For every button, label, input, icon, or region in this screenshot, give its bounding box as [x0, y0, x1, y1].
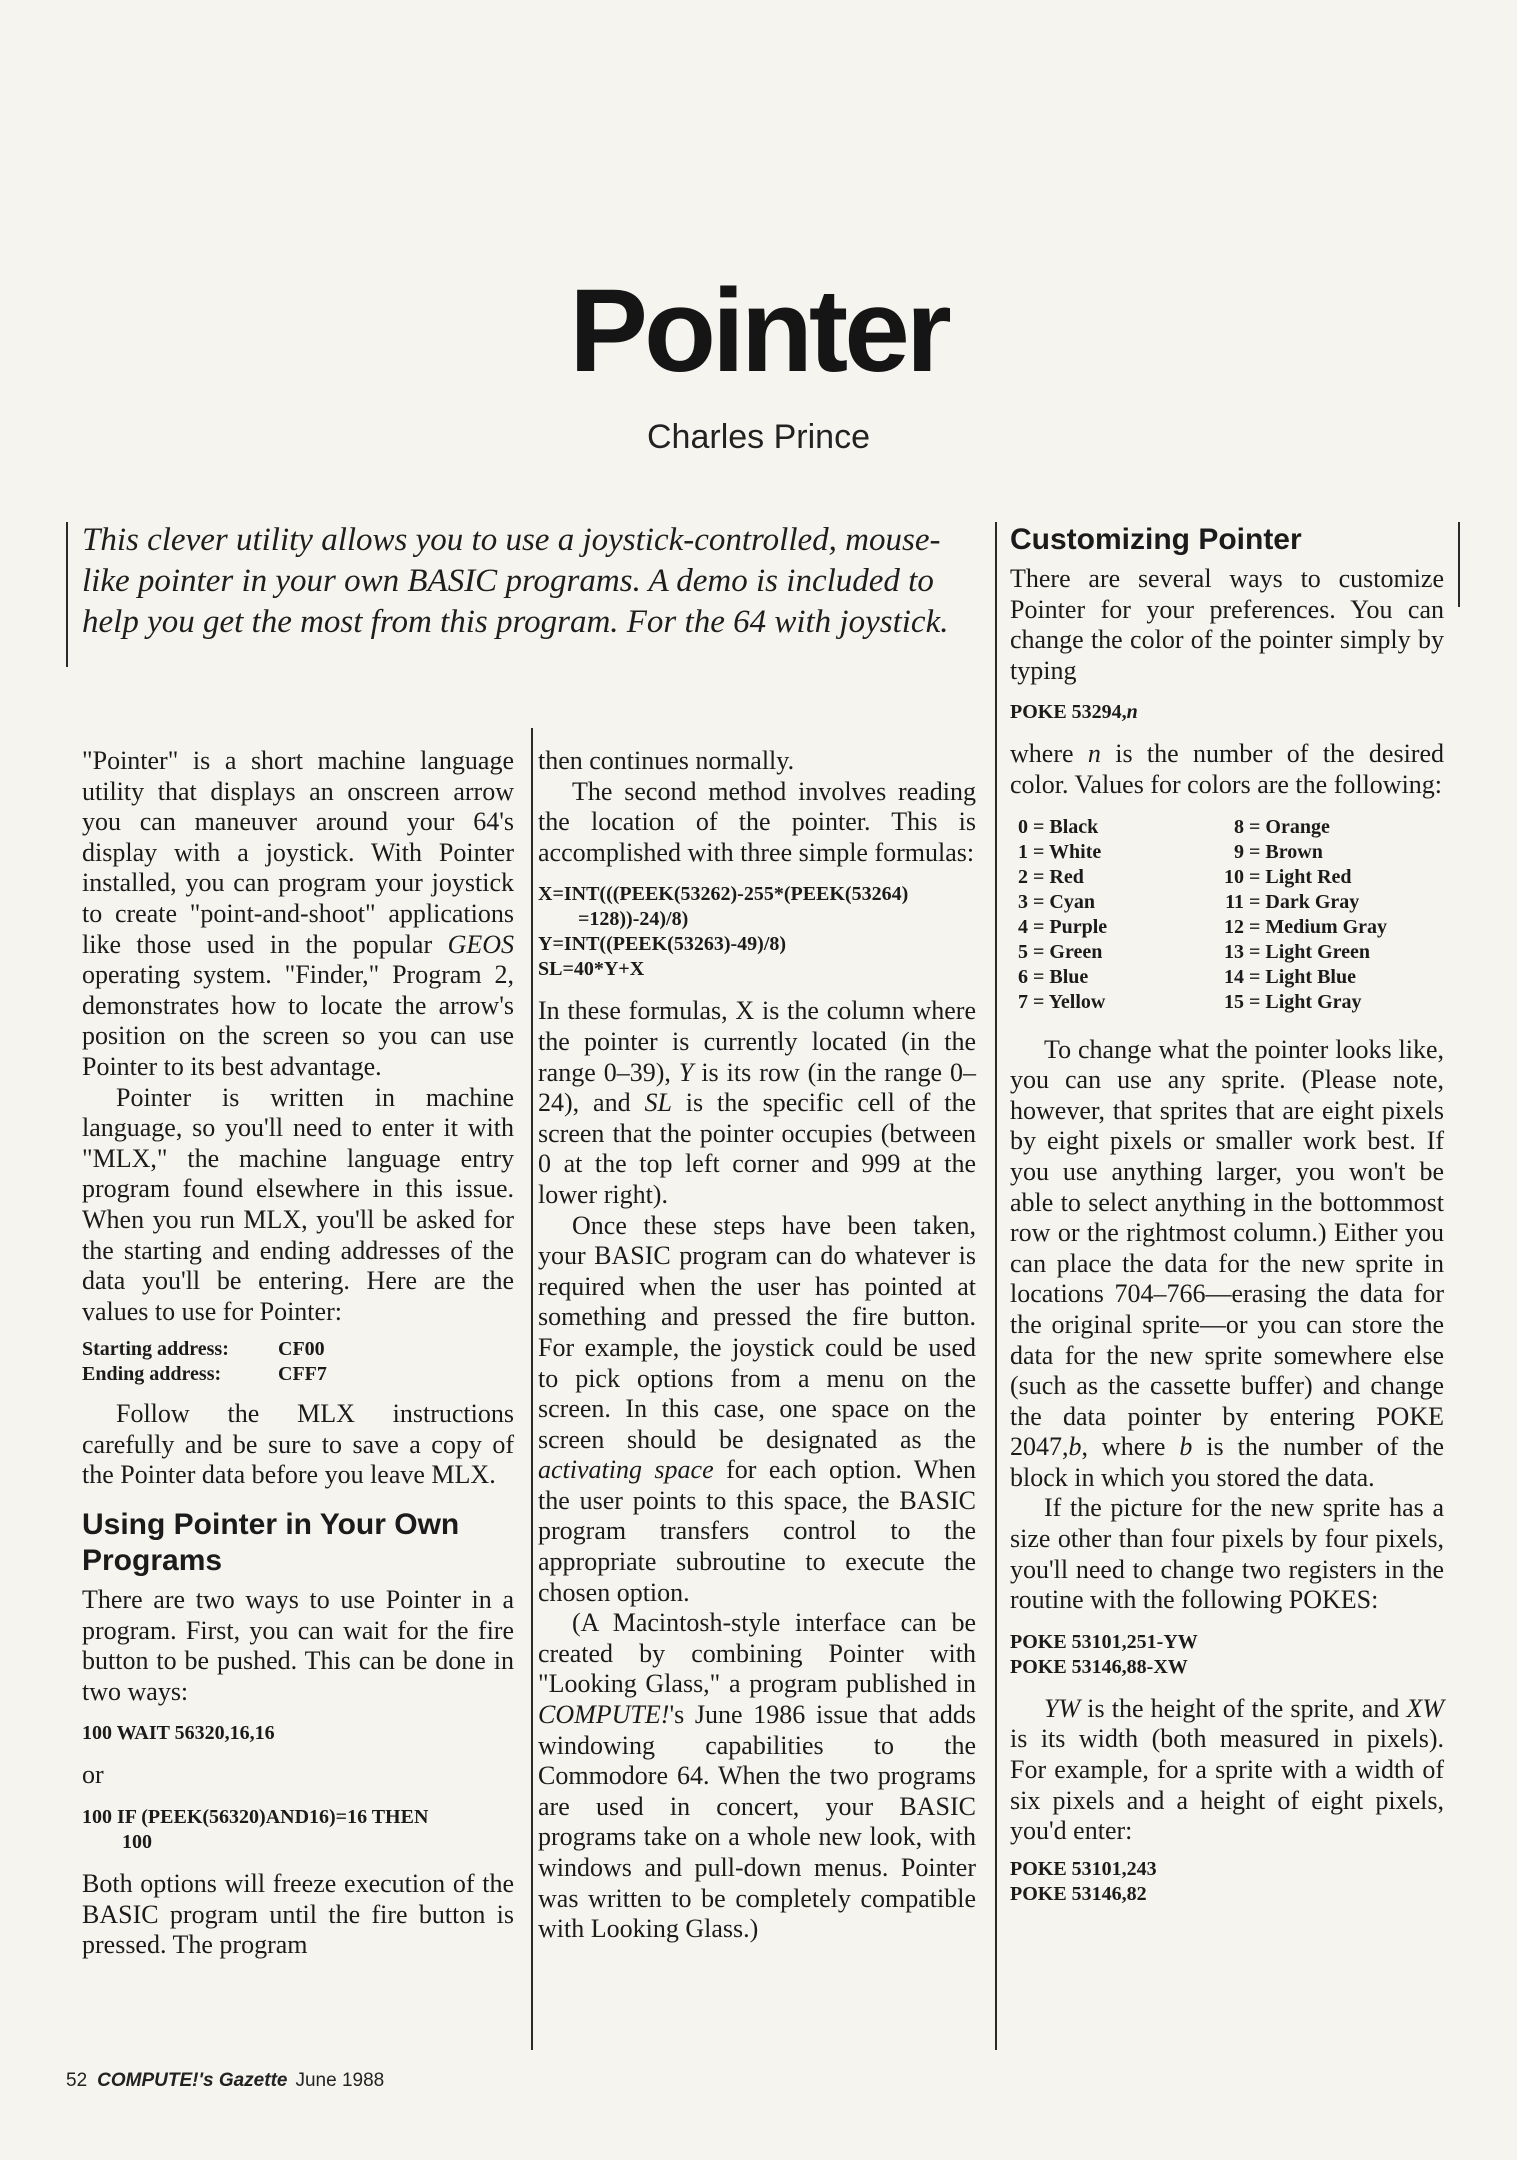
column-rule: [995, 660, 997, 2050]
paragraph: (A Macintosh-style interface can be created by combining Pointer with "Looking Glass," a program published in COMPUTE!'s June 1986 issue that adds windowing capabilities to the Commodore 64. When the two programs are used in concert, your BASIC programs take on a whole new look, with windows and pull-down menus. Pointer was written to be completely compatible with Looking Glass.): [538, 1608, 976, 1944]
color-entry: 15 = Light Gray: [1224, 990, 1362, 1013]
paragraph: If the picture for the new sprite has a size other than four pixels by four pixels, you'll need to change two registers in the routine with the following POKES:: [1010, 1493, 1444, 1615]
article-deck: This clever utility allows you to use a joystick-controlled, mouse-like pointer in your own BASIC programs. A demo is included to help you get the most from this program. For the 64 with joystick.: [82, 522, 949, 640]
address-listing: [82, 1337, 514, 1387]
paragraph: where n is the number of the desired color. Values for colors are the following:: [1010, 739, 1445, 799]
code-line: POKE 53146,88-XW: [1010, 1655, 1188, 1678]
code-line: Y=INT((PEEK(53263)-49)/8): [538, 933, 787, 956]
formula-listing: [538, 882, 976, 982]
paragraph: The second method involves reading the location of the pointer. This is accomplished with three simple formulas:: [538, 776, 976, 867]
start-address-value: CF00: [278, 1338, 325, 1361]
color-entry: 10 = Light Red: [1224, 865, 1352, 888]
code-listing: [82, 1721, 514, 1746]
paragraph: Both options will freeze execution of the BASIC program until the fire button is pressed. The program: [82, 1869, 514, 1960]
column-rule: [66, 522, 68, 667]
code-line: 100: [122, 1831, 152, 1854]
color-entry: 13 = Light Green: [1224, 940, 1371, 963]
code-listing: [82, 1805, 514, 1855]
section-heading: Using Pointer in Your Own Programs: [82, 1508, 460, 1578]
code-line: 100 WAIT 56320,16,16: [82, 1722, 275, 1745]
code-listing: [1010, 1857, 1444, 1907]
code-listing: [1010, 700, 1444, 725]
column-rule: [995, 522, 997, 662]
paragraph: "Pointer" is a short machine language utility that displays an onscreen arrow you can maneuver around your 64's display with a joystick. With Pointer installed, you can program your joystick to create "point-and-shoot" applications like those used in the popular GEOS operating system. "Finder," Program 2, demonstrates how to locate the arrow's position on the screen so you can use Pointer to its best advantage.: [82, 746, 514, 1081]
color-entry: 1 = White: [1018, 840, 1102, 863]
end-address-value: CFF7: [278, 1363, 327, 1386]
end-address-label: Ending address:: [82, 1363, 222, 1386]
color-values-table: [1010, 815, 1444, 1015]
or-text: or: [82, 1760, 104, 1790]
code-line: SL=40*Y+X: [538, 958, 645, 981]
magazine-name: COMPUTE!'s Gazette: [97, 2070, 288, 2091]
color-entry: 7 = Yellow: [1018, 990, 1106, 1013]
start-address-label: Starting address:: [82, 1338, 229, 1361]
code-line: POKE 53101,251-YW: [1010, 1630, 1198, 1653]
code-line: =128))-24)/8): [578, 908, 689, 931]
page-number: 52: [66, 2070, 88, 2091]
column-1: [82, 746, 514, 1961]
issue-date: June 1988: [295, 2070, 385, 2091]
color-entry: 14 = Light Blue: [1224, 965, 1356, 988]
color-entry: 2 = Red: [1018, 865, 1084, 888]
code-line: POKE 53294,n: [1010, 701, 1138, 724]
paragraph: There are several ways to customize Pointer for your preferences. You can change the color of the pointer simply by typing: [1010, 564, 1444, 685]
paragraph: then continues normally.: [538, 746, 795, 775]
column-rule: [1458, 522, 1460, 607]
code-listing: [1010, 1630, 1444, 1680]
code-line: POKE 53146,82: [1010, 1882, 1147, 1905]
color-entry: 11 = Dark Gray: [1225, 890, 1360, 913]
color-entry: 6 = Blue: [1018, 965, 1089, 988]
code-line: 100 IF (PEEK(56320)AND16)=16 THEN: [82, 1806, 429, 1829]
paragraph: There are two ways to use Pointer in a program. First, you can wait for the fire button to be pushed. This can be done in two ways:: [82, 1585, 514, 1706]
paragraph: In these formulas, X is the column where the pointer is currently located (in the range 0–39), Y is its row (in the range 0–24), and SL is the specific cell of the screen that the pointer occupies (between 0 at the top left corner and 999 at the lower right).: [538, 996, 976, 1209]
color-entry: 4 = Purple: [1018, 915, 1108, 938]
column-2: [538, 746, 976, 1945]
column-3: [1010, 522, 1444, 1919]
color-entry: 8 = Orange: [1234, 815, 1330, 838]
paragraph: YW is the height of the sprite, and XW is its width (both measured in pixels). For example, for a sprite with a width of six pixels and a height of eight pixels, you'd enter:: [1010, 1693, 1444, 1846]
code-line: POKE 53101,243: [1010, 1857, 1157, 1880]
color-entry: 9 = Brown: [1234, 840, 1323, 863]
paragraph: Follow the MLX instructions carefully and be sure to save a copy of the Pointer data before you leave MLX.: [82, 1399, 514, 1490]
column-rule: [531, 728, 533, 2050]
color-entry: 5 = Green: [1018, 940, 1103, 963]
section-heading: Customizing Pointer: [1010, 523, 1302, 556]
paragraph: Once these steps have been taken, your BASIC program can do whatever is required when the user has pointed at something and pressed the fire button. For example, the joystick could be used to pick options from a menu on the screen. In this case, one space on the screen should be designated as the activating space for each option. When the user points to this space, the BASIC program transfers control to the appropriate subroutine to execute the chosen option.: [538, 1210, 976, 1607]
page-footer: [66, 2070, 384, 2092]
color-entry: 12 = Medium Gray: [1224, 915, 1388, 938]
color-entry: 3 = Cyan: [1018, 890, 1095, 913]
article-author: Charles Prince: [647, 418, 870, 456]
code-line: X=INT(((PEEK(53262)-255*(PEEK(53264): [538, 883, 909, 906]
paragraph: To change what the pointer looks like, you can use any sprite. (Please note, however, that sprites that are eight pixels by eight pixels or smaller work best. If you use anything larger, you won't be able to select anything in the bottommost row or the rightmost column.) Either you can place the data for the new sprite in locations 704–766—erasing the data for the original sprite—or you can store the data for the new sprite somewhere else (such as the cassette buffer) and change the data pointer by entering POKE 2047,b, where b is the number of the block in which you stored the data.: [1010, 1034, 1445, 1492]
color-entry: 0 = Black: [1018, 815, 1099, 838]
article-title: Pointer: [569, 265, 948, 397]
paragraph: Pointer is written in machine language, so you'll need to enter it with "MLX," the machine language entry program found elsewhere in this issue. When you run MLX, you'll be asked for the starting and ending addresses of the data you'll be entering. Here are the values to use for Pointer:: [82, 1082, 514, 1326]
